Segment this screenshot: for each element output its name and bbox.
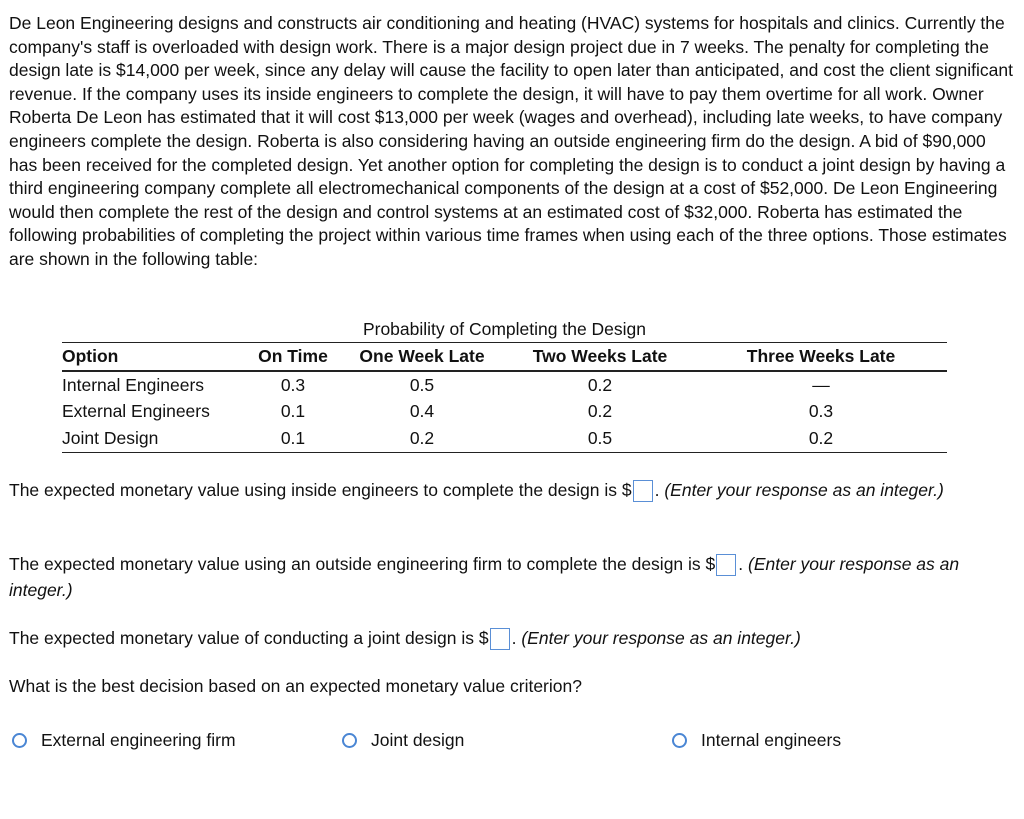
cell-two-weeks-late: 0.2 (587, 401, 613, 422)
cell-option: Joint Design (62, 425, 247, 452)
probability-table (62, 318, 947, 453)
cell-one-week-late: 0.5 (409, 374, 435, 395)
probability-grid (62, 342, 947, 453)
response-hint: (Enter your response as an integer.) (664, 480, 944, 500)
choice-label: External engineering firm (41, 730, 236, 750)
question-text: The expected monetary value using inside engineers to complete the design is $ (9, 480, 632, 500)
problem-statement: De Leon Engineering designs and constructs air conditioning and heating (HVAC) systems for hospitals and clinics. Currently the company's staff is overloaded with design work. There is a major design project due in 7 weeks. The penalty for completing the design late is $14,000 per week, since any delay will cause the facility to open later than anticipated, and cost the client significant revenue. If the company uses its inside engineers to complete the design, it will have to pay them overtime for all work. Owner Roberta De Leon has estimated that it will cost $13,000 per week (wages and overhead), including late weeks, to have company engineers complete the design. Roberta is also considering having an outside engineering firm do the design. A bid of $90,000 has been received for the completed design. Yet another option for completing the design is to conduct a joint design by having a third engineering company complete all electromechanical components of the design at a cost of $52,000. De Leon Engineering would then complete the rest of the design and control systems at an estimated cost of $32,000. Roberta has estimated the following probabilities of completing the project within various time frames when using each of the three options. Those estimates are shown in the following table: (9, 13, 1013, 269)
response-hint: (Enter your response as an integer.) (521, 628, 801, 648)
radio-button[interactable] (672, 733, 687, 748)
cell-one-week-late: 0.4 (409, 401, 435, 422)
cell-on-time: 0.1 (247, 425, 339, 452)
choice-internal-engineers[interactable] (672, 730, 841, 751)
choice-label: Internal engineers (701, 730, 842, 750)
answer-input-internal[interactable] (633, 480, 653, 502)
question-joint-emv (9, 625, 1015, 651)
question-external-emv (9, 551, 1015, 603)
cell-one-week-late: 0.2 (339, 425, 505, 452)
question-text: The expected monetary value of conducting a joint design is $ (9, 628, 489, 648)
table-row (62, 425, 947, 452)
header-three-weeks-late: Three Weeks Late (695, 343, 947, 372)
question-text: The expected monetary value using an outside engineering firm to complete the design is $ (9, 554, 716, 574)
response-hint: (Enter your response as an integer.) (9, 554, 960, 600)
choice-label: Joint design (371, 730, 465, 750)
radio-button[interactable] (12, 733, 27, 748)
cell-two-weeks-late: 0.2 (587, 374, 613, 395)
answer-input-external[interactable] (716, 554, 736, 576)
cell-on-time: 0.3 (280, 374, 306, 395)
cell-on-time: 0.1 (280, 401, 306, 422)
question-suffix: . (654, 480, 660, 500)
decision-choices (12, 730, 1012, 756)
table-header-row (62, 343, 947, 372)
cell-three-weeks-late: 0.3 (808, 401, 834, 422)
cell-three-weeks-late: — (812, 374, 830, 395)
choice-external-engineering-firm[interactable] (12, 730, 236, 751)
header-option: Option (62, 343, 247, 372)
header-one-week-late: One Week Late (339, 343, 505, 372)
cell-three-weeks-late: 0.2 (695, 425, 947, 452)
choice-joint-design[interactable] (342, 730, 464, 751)
radio-button[interactable] (342, 733, 357, 748)
header-two-weeks-late: Two Weeks Late (505, 343, 695, 372)
question-best-decision: What is the best decision based on an expected monetary value criterion? (9, 676, 582, 696)
cell-option: Internal Engineers (62, 374, 205, 395)
cell-two-weeks-late: 0.5 (505, 425, 695, 452)
table-row (62, 399, 947, 426)
question-internal-emv (9, 477, 1015, 503)
header-on-time: On Time (247, 343, 339, 372)
cell-option: External Engineers (62, 401, 210, 422)
answer-input-joint[interactable] (490, 628, 510, 650)
question-suffix: . (738, 554, 744, 574)
question-suffix: . (511, 628, 517, 648)
table-row (62, 371, 947, 399)
table-caption: Probability of Completing the Design (362, 319, 647, 339)
